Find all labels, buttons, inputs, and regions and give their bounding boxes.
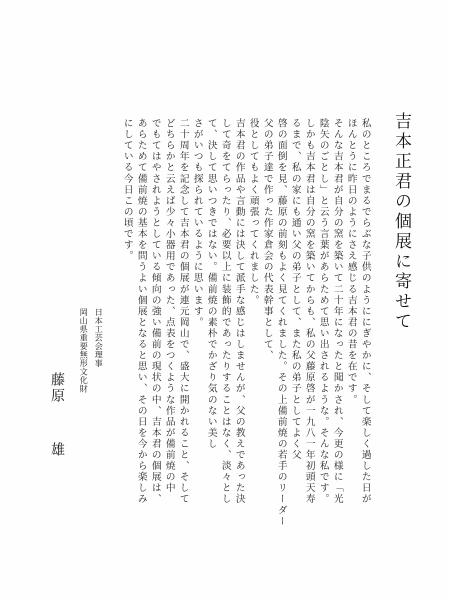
body-line: 父の弟子達で作った作家倉会の代表幹事として、 bbox=[261, 118, 273, 362]
body-line: 私のところでまるでらぶな子供のようににぎやかに、そして楽しく過した日が bbox=[359, 118, 371, 505]
body-line: 役としてもよく頑張ってくれました。 bbox=[247, 118, 259, 306]
author-given-name: 雄 bbox=[49, 442, 65, 456]
body-line: そんな吉本君が自分の窯を築いて二十年になったと聞かされ、今更の様に「光 bbox=[331, 118, 343, 505]
body-line: ほんとうに昨日のようにさえ感じる吉本君の昔を在です。 bbox=[345, 118, 357, 406]
author-surname: 藤原 bbox=[49, 372, 65, 404]
body-line: るまで、私の家にも通い父の弟子として、また私の弟子としてよく父 bbox=[289, 118, 301, 461]
body-line: にしている今日この頃です。 bbox=[121, 118, 133, 262]
body-line: どちらかと云えば少々小器用であった、点表をつくような作品が備前焼の中 bbox=[163, 118, 175, 494]
affiliation-line: 日本工芸会理事 bbox=[94, 308, 105, 368]
body-line: 陰矢のごとし」と云う言葉があらためて思い出されるような。そんな私です。 bbox=[317, 118, 329, 505]
affiliation-line: 岡山県重要無形文化財 bbox=[79, 308, 90, 393]
body-line: して奇をてらったり、必要以上に装飾的であったりすることはなく、淡々とし bbox=[219, 118, 231, 505]
body-line: あらためて備前焼の基本を問うよい個展となると思い、その日を今から楽しみ bbox=[135, 118, 147, 505]
body-line: 吉本君の作品や言動には決して派手な感じはしませんが、父の教えであった決 bbox=[233, 118, 245, 505]
body-line: て、決して思いつきではない。備前焼の素朴でかざり気のない美し bbox=[205, 118, 217, 450]
body-line: 啓の面倒を見、藤原の前刻もよく見てくれました。その上備前焼の若手のリーダー bbox=[275, 118, 287, 527]
body-line: でもてはやされようとしている傾向の強い備前の現状の中、吉本君の個展は、 bbox=[149, 118, 161, 505]
body-line: 二十周年を記念して吉本君の個展が連元岡山で、盛大に開かれること、そして bbox=[177, 118, 189, 505]
page-title: 吉本正君の個展に寄せて bbox=[391, 112, 411, 332]
body-line: さがいつも探られているように思います。 bbox=[191, 118, 203, 328]
body-line: しかも吉本君は自分の窯を築いてからも、私の父藤原啓が一九八一年初頭天寿 bbox=[303, 118, 315, 505]
